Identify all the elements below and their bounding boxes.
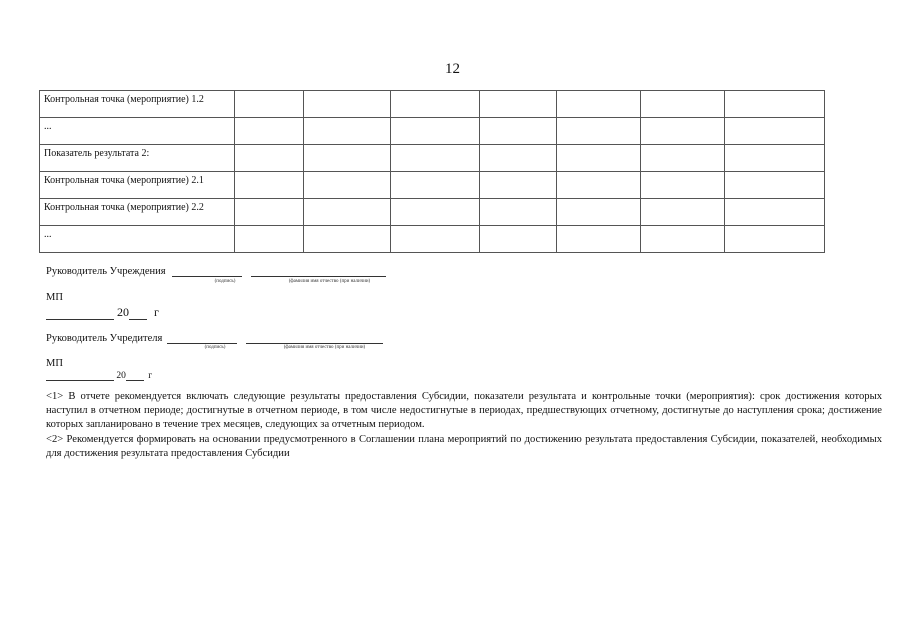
row-label-cell: Контрольная точка (мероприятие) 2.2 (40, 199, 235, 226)
empty-cell (557, 199, 641, 226)
empty-cell (725, 91, 825, 118)
empty-cell (304, 172, 391, 199)
empty-cell (304, 145, 391, 172)
signature-field (172, 276, 242, 277)
footnotes (46, 390, 882, 461)
empty-cell (641, 118, 725, 145)
footnote-1: <1> В отчете рекомендуется включать следующие результаты предоставления Субсидии, показатели результата и контрольные точки (мероприятия): срок достижения которых наступил в отчетном периоде; достигнутые в отчетном периоде, в том числе недостигнутые в периодах, предшествующих отчетному, достигнутые до наступления срока; достижение которых запланировано в течение трех месяцев, следующих за отчетным периодом. (46, 391, 882, 431)
row-label-cell: Показатель результата 2: (40, 145, 235, 172)
table-row (40, 145, 825, 172)
empty-cell (304, 91, 391, 118)
founder-head-label: Руководитель Учредителя (46, 333, 163, 344)
empty-cell (557, 226, 641, 253)
empty-cell (725, 226, 825, 253)
year-suffix: г (154, 305, 159, 319)
empty-cell (235, 145, 304, 172)
date-line (46, 305, 159, 320)
empty-cell (480, 91, 557, 118)
row-label-cell: ... (40, 118, 235, 145)
year-suffix: г (148, 371, 153, 381)
date-line (46, 371, 152, 381)
name-caption: (фамилия имя отчество (при наличии) (283, 345, 366, 350)
year-prefix: 20 (116, 371, 126, 381)
signature-caption: (подпись) (204, 345, 226, 350)
empty-cell (641, 226, 725, 253)
name-caption: (фамилия имя отчество (при наличии) (288, 279, 371, 284)
empty-cell (725, 145, 825, 172)
empty-cell (391, 145, 480, 172)
empty-cell (391, 118, 480, 145)
signature-field (167, 343, 237, 344)
empty-cell (235, 91, 304, 118)
row-label-cell: Контрольная точка (мероприятие) 2.1 (40, 172, 235, 199)
row-label-cell: Контрольная точка (мероприятие) 1.2 (40, 91, 235, 118)
empty-cell (557, 91, 641, 118)
empty-cell (557, 172, 641, 199)
table-row (40, 91, 825, 118)
empty-cell (557, 118, 641, 145)
empty-cell (235, 226, 304, 253)
empty-cell (480, 226, 557, 253)
empty-cell (480, 172, 557, 199)
empty-cell (235, 118, 304, 145)
name-field (251, 276, 386, 277)
empty-cell (480, 118, 557, 145)
empty-cell (235, 172, 304, 199)
empty-cell (391, 199, 480, 226)
footnote-2: <2> Рекомендуется формировать на основании предусмотренного в Соглашении плана мероприятий по достижению результата предоставления Субсидии, показателей, необходимых для достижения результата предоставления Субсидии (46, 433, 882, 459)
empty-cell (304, 226, 391, 253)
page-number: 12 (445, 61, 460, 77)
empty-cell (391, 172, 480, 199)
stamp-place-label: МП (46, 358, 63, 369)
signature-caption: (подпись) (214, 279, 236, 284)
table-row (40, 226, 825, 253)
table-row (40, 199, 825, 226)
empty-cell (641, 91, 725, 118)
empty-cell (725, 199, 825, 226)
institution-head-label: Руководитель Учреждения (46, 266, 166, 277)
founder-head-signature-line (46, 333, 383, 344)
empty-cell (641, 145, 725, 172)
empty-cell (725, 172, 825, 199)
table-row (40, 118, 825, 145)
name-field (246, 343, 383, 344)
institution-head-signature-line (46, 266, 386, 277)
empty-cell (725, 118, 825, 145)
table-row (40, 172, 825, 199)
empty-cell (480, 199, 557, 226)
empty-cell (391, 226, 480, 253)
report-table (39, 90, 825, 253)
empty-cell (391, 91, 480, 118)
year-prefix: 20 (117, 305, 129, 319)
empty-cell (557, 145, 641, 172)
empty-cell (641, 172, 725, 199)
row-label-cell: ... (40, 226, 235, 253)
empty-cell (304, 199, 391, 226)
empty-cell (641, 199, 725, 226)
empty-cell (304, 118, 391, 145)
stamp-place-label: МП (46, 292, 63, 303)
empty-cell (235, 199, 304, 226)
empty-cell (480, 145, 557, 172)
